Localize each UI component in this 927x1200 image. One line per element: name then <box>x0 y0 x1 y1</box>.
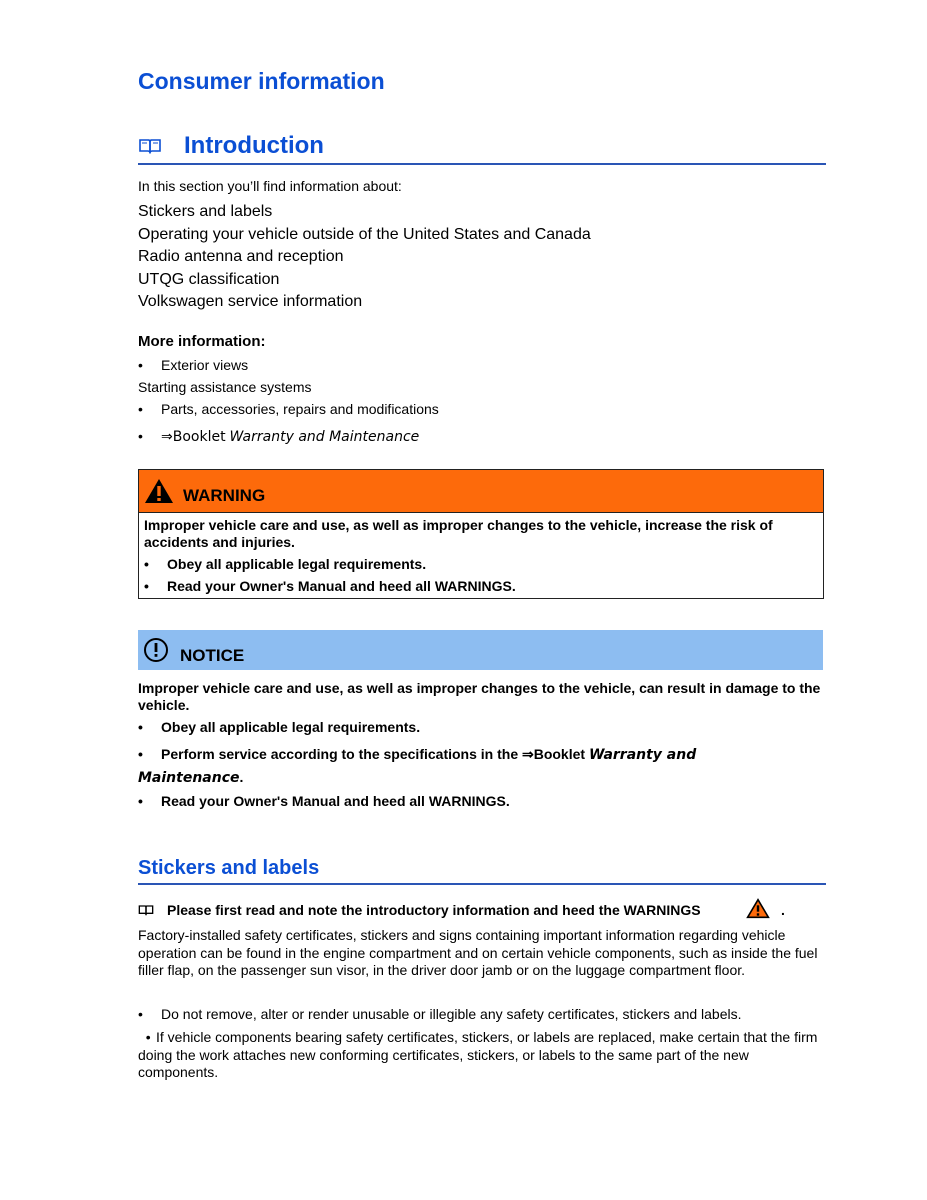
notice-bullet <box>138 793 823 810</box>
intro-note-end: . <box>781 902 785 918</box>
more-info-text: Exterior views <box>161 357 249 373</box>
page-title: Consumer information <box>138 68 385 94</box>
topic-list <box>138 201 591 314</box>
bullet-icon: • <box>144 556 149 572</box>
stickers-bullet <box>138 1006 826 1024</box>
notice-bullet-text: Perform service according to the specifications in the ⇒Booklet <box>161 746 586 762</box>
warning-box <box>138 469 824 599</box>
warning-label: WARNING <box>183 486 266 505</box>
booklet-title: Warranty and Maintenance <box>229 429 420 445</box>
bullet-icon: • <box>138 746 143 762</box>
intro-heading-bar <box>138 130 826 165</box>
bullet-icon: • <box>138 401 143 417</box>
bullet-icon: • <box>138 1006 143 1022</box>
notice-bullet <box>138 746 823 764</box>
warning-header <box>139 470 823 513</box>
notice-body <box>138 680 823 810</box>
warning-body <box>139 513 823 595</box>
notice-label: NOTICE <box>180 646 245 665</box>
booklet-ref: ⇒Booklet <box>161 429 226 445</box>
intro-heading: Introduction <box>184 132 324 159</box>
more-info-item <box>138 357 248 373</box>
bullet-icon: • <box>138 428 143 444</box>
topic-item: Radio antenna and reception <box>138 248 344 265</box>
stickers-heading-bar <box>138 855 826 885</box>
book-icon <box>138 138 162 159</box>
warning-triangle-icon <box>144 478 174 509</box>
topic-item: Stickers and labels <box>138 203 273 220</box>
topic-item: Volkswagen service information <box>138 293 363 310</box>
booklet-title: Warranty and <box>588 747 697 763</box>
bullet-icon: • <box>138 719 143 735</box>
bullet-icon: • <box>138 793 143 809</box>
more-info-plain: Starting assistance systems <box>138 379 312 395</box>
notice-text: Improper vehicle care and use, as well as improper changes to the vehicle, can result in damage to the vehicle. <box>138 680 821 713</box>
intro-lead: In this section you’ll find information about: <box>138 178 402 194</box>
book-icon <box>138 903 154 919</box>
stickers-bullet-text: If vehicle components bearing safety certificates, stickers, or labels are replaced, make certain that the firm doing the work attaches new conforming certificates, stickers, or labels to the same part of the new components. <box>138 1029 818 1080</box>
topic-item: UTQG classification <box>138 270 280 288</box>
notice-bullet <box>138 719 823 736</box>
bullet-icon: • <box>138 357 143 373</box>
notice-bullet-text: Obey all applicable legal requirements. <box>161 719 421 735</box>
intro-note-text: Please first read and note the introductory information and heed the WARNINGS <box>167 902 701 918</box>
warning-text: Improper vehicle care and use, as well as improper changes to the vehicle, increase the risk of accidents and injuries. <box>144 517 773 550</box>
warning-bullet <box>144 578 823 595</box>
booklet-title: Maintenance <box>138 770 240 786</box>
notice-header <box>138 630 823 670</box>
bullet-icon: • <box>138 1029 151 1045</box>
stickers-bullet <box>138 1029 826 1082</box>
stickers-bullet-text: Do not remove, alter or render unusable or illegible any safety certificates, stickers and labels. <box>161 1006 742 1022</box>
warning-triangle-icon <box>746 898 770 922</box>
more-info-text: Parts, accessories, repairs and modifications <box>161 401 439 417</box>
notice-bullet-text: Read your Owner's Manual and heed all WARNINGS. <box>161 793 510 809</box>
topic-item: Operating your vehicle outside of the United States and Canada <box>138 225 591 243</box>
bullet-icon: • <box>144 578 149 594</box>
notice-bullet-suffix: . <box>239 769 244 785</box>
exclamation-circle-icon <box>143 637 169 668</box>
more-info-item <box>138 428 419 445</box>
warning-bullet-text: Obey all applicable legal requirements. <box>167 556 427 572</box>
notice-bullet-cont <box>138 769 823 787</box>
warning-bullet-text: Read your Owner's Manual and heed all WARNINGS. <box>167 578 516 594</box>
more-info-heading: More information: <box>138 333 266 350</box>
stickers-heading: Stickers and labels <box>138 857 320 879</box>
warning-bullet <box>144 556 823 573</box>
stickers-paragraph: Factory-installed safety certificates, stickers and signs containing important information regarding vehicle operation can be found in the engine compartment and on certain vehicle components, such as inside the fuel filler flap, on the passenger sun visor, in the driver door jamb or on the luggage compartment floor. <box>138 927 818 978</box>
more-info-item <box>138 401 439 417</box>
